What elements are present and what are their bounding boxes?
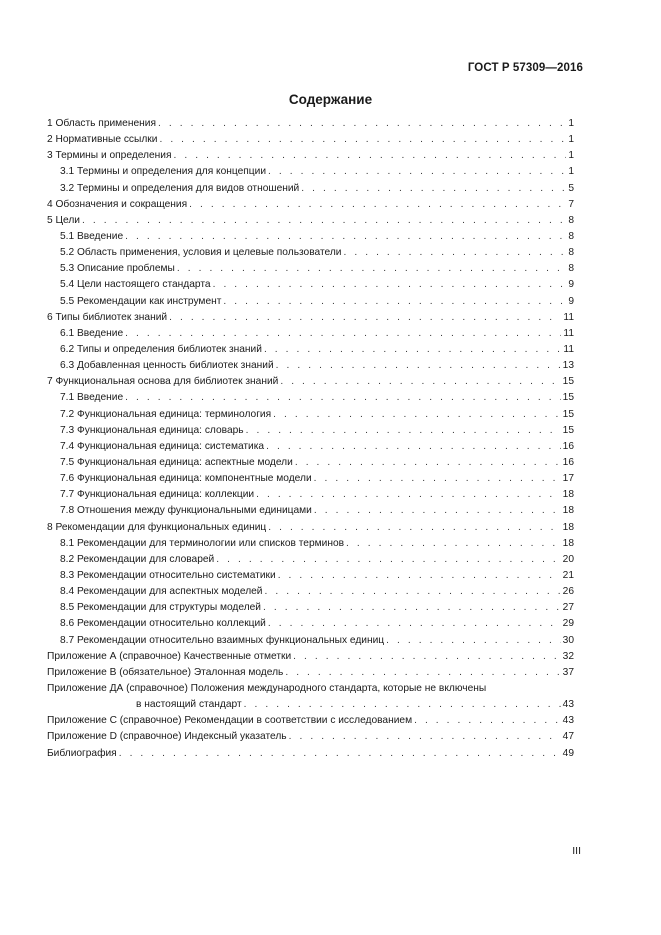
toc-leader-dots [159, 134, 566, 145]
toc-entry[interactable] [47, 522, 574, 538]
toc-entry-text: 8.5 Рекомендации для структуры моделей [60, 602, 262, 614]
toc-entry-text: 6 Типы библиотек знаний [47, 311, 168, 323]
toc-entry-text: 7.6 Функциональная единица: компонентные модели [60, 473, 312, 485]
toc-entry[interactable] [47, 279, 574, 295]
toc-page-number: 13 [562, 360, 574, 372]
toc-page-number: 15 [562, 392, 574, 404]
toc-page-number: 18 [562, 505, 574, 517]
toc-entry-text: 7.8 Отношения между функциональными единицами [60, 505, 312, 517]
toc-leader-dots [285, 667, 560, 678]
toc-entry[interactable] [47, 263, 574, 279]
toc-entry-text: 8 Рекомендации для функциональных единиц [47, 521, 267, 533]
toc-entry[interactable] [47, 150, 574, 166]
toc-leader-dots [125, 392, 561, 403]
toc-entry-text: 8.2 Рекомендации для словарей [60, 553, 215, 565]
toc-leader-dots [265, 586, 561, 597]
toc-entry[interactable] [47, 489, 574, 505]
toc-leader-dots [125, 231, 566, 242]
toc-entry[interactable] [47, 392, 574, 408]
toc-entry-text: 3 Термины и определения [47, 150, 172, 162]
toc-page-number: 49 [562, 747, 574, 759]
toc-page-number: 11 [563, 343, 574, 355]
toc-page-number: 7 [568, 198, 574, 210]
toc-leader-dots [273, 409, 561, 420]
toc-leader-dots [289, 731, 561, 742]
toc-page-number: 8 [568, 247, 574, 259]
toc-leader-dots [158, 118, 566, 129]
toc-entry[interactable] [47, 183, 574, 199]
toc-leader-dots [216, 554, 560, 565]
toc-entry[interactable] [47, 570, 574, 586]
toc-entry[interactable] [47, 328, 574, 344]
toc-page-number: 18 [562, 537, 574, 549]
table-of-contents [47, 118, 574, 764]
toc-entry-text: Приложение А (справочное) Качественные отметки [47, 650, 292, 662]
toc-entry[interactable] [47, 376, 574, 392]
toc-page-number: 1 [568, 118, 574, 129]
toc-page-number: 1 [568, 134, 574, 146]
toc-page-number: 47 [562, 731, 574, 743]
toc-leader-dots [246, 425, 561, 436]
toc-leader-dots [314, 505, 561, 516]
toc-page-number: 1 [568, 150, 574, 162]
toc-entry[interactable] [47, 231, 574, 247]
toc-leader-dots [263, 602, 561, 613]
toc-entry-text: 7 Функциональная основа для библиотек знаний [47, 376, 279, 388]
toc-leader-dots [268, 618, 561, 629]
toc-entry[interactable] [47, 667, 574, 683]
toc-entry[interactable] [47, 635, 574, 651]
toc-page-number: 26 [562, 586, 574, 598]
toc-entry-text: 5 Цели [47, 214, 80, 226]
toc-page-number: 8 [568, 230, 574, 242]
toc-entry-text: 7.5 Функциональная единица: аспектные модели [60, 456, 293, 468]
toc-leader-dots [343, 247, 566, 258]
toc-entry[interactable] [47, 134, 574, 150]
toc-page-number: 8 [568, 263, 574, 275]
toc-entry-text: Приложение D (справочное) Индексный указатель [47, 731, 287, 743]
toc-page-number: 15 [562, 408, 574, 420]
toc-entry[interactable] [47, 247, 574, 263]
toc-leader-dots [268, 522, 560, 533]
toc-entry[interactable] [47, 473, 574, 489]
toc-entry[interactable] [47, 748, 574, 764]
toc-entry-text: 5.3 Описание проблемы [60, 263, 175, 275]
toc-entry-text: 8.4 Рекомендации для аспектных моделей [60, 586, 263, 598]
toc-entry[interactable] [47, 425, 574, 441]
toc-leader-dots [293, 651, 560, 662]
toc-leader-dots [301, 183, 566, 194]
toc-page-number: 17 [562, 473, 574, 485]
toc-entry-text: 6.3 Добавленная ценность библиотек знаний [60, 360, 274, 372]
toc-entry-text: 8.7 Рекомендации относительно взаимных функциональных единиц [60, 634, 385, 646]
toc-entry[interactable] [47, 344, 574, 360]
toc-entry[interactable] [47, 312, 574, 328]
toc-entry-text: 8.6 Рекомендации относительно коллекций [60, 618, 266, 630]
toc-leader-dots [276, 360, 561, 371]
toc-entry-text: 4 Обозначения и сокращения [47, 198, 188, 210]
toc-page-number: 15 [562, 376, 574, 388]
toc-leader-dots [177, 263, 566, 274]
document-header: ГОСТ Р 57309—2016 [467, 62, 583, 74]
toc-leader-dots [213, 279, 567, 290]
toc-entry-text: 7.4 Функциональная единица: систематика [60, 440, 265, 452]
toc-entry-text: 7.3 Функциональная единица: словарь [60, 424, 244, 436]
toc-page-number: 21 [562, 569, 574, 581]
toc-entry[interactable] [47, 586, 574, 602]
toc-entry-text: 1 Область применения [47, 118, 156, 129]
toc-page-number: 18 [562, 489, 574, 501]
toc-entry-text: Приложение В (обязательное) Эталонная модель [47, 666, 284, 678]
toc-entry-text: 8.3 Рекомендации относительно систематики [60, 569, 276, 581]
toc-leader-dots [314, 473, 561, 484]
toc-entry[interactable] [47, 457, 574, 473]
toc-entry[interactable] [47, 118, 574, 134]
toc-page-number: 43 [562, 699, 574, 711]
toc-page-number: 9 [568, 295, 574, 307]
toc-page-number: 16 [562, 440, 574, 452]
toc-leader-dots [244, 699, 561, 710]
toc-entry-text-continued: в настоящий стандарт [136, 699, 242, 711]
toc-page-number: 9 [568, 279, 574, 291]
toc-page-number: 18 [562, 521, 574, 533]
toc-entry[interactable] [47, 554, 574, 570]
toc-page-number: 37 [562, 666, 574, 678]
toc-entry-text: 7.1 Введение [60, 392, 124, 404]
toc-leader-dots [173, 150, 566, 161]
toc-page-number: 11 [563, 311, 574, 323]
toc-entry-text: 5.5 Рекомендации как инструмент [60, 295, 222, 307]
toc-entry-text: 5.4 Цели настоящего стандарта [60, 279, 211, 291]
toc-entry-text: 3.1 Термины и определения для концепции [60, 166, 267, 178]
toc-entry-text: 3.2 Термины и определения для видов отношений [60, 182, 300, 194]
toc-page-number: 30 [562, 634, 574, 646]
toc-entry[interactable] [47, 618, 574, 634]
toc-entry[interactable] [47, 166, 574, 182]
toc-page-number: 29 [562, 618, 574, 630]
toc-page-number: 20 [562, 553, 574, 565]
toc-entry[interactable] [47, 602, 574, 618]
toc-entry[interactable] [47, 441, 574, 457]
toc-leader-dots [268, 166, 566, 177]
toc-leader-dots [125, 328, 561, 339]
toc-entry[interactable] [47, 683, 574, 715]
toc-page-number: 8 [568, 214, 574, 226]
toc-leader-dots [169, 312, 561, 323]
toc-entry[interactable] [47, 538, 574, 554]
toc-entry-text: 7.7 Функциональная единица: коллекции [60, 489, 255, 501]
toc-entry[interactable] [47, 296, 574, 312]
toc-entry-text: Приложение С (справочное) Рекомендации в соответствии с исследованием [47, 715, 413, 727]
toc-entry-text: 2 Нормативные ссылки [47, 134, 158, 146]
toc-leader-dots [295, 457, 561, 468]
toc-leader-dots [82, 215, 566, 226]
toc-entry-text: Библиография [47, 747, 117, 759]
toc-page-number: 11 [563, 327, 574, 339]
toc-page-number: 5 [568, 182, 574, 194]
toc-leader-dots [386, 635, 561, 646]
toc-page-number: 1 [568, 166, 574, 178]
toc-entry-text: 7.2 Функциональная единица: терминология [60, 408, 272, 420]
toc-leader-dots [278, 570, 561, 581]
toc-leader-dots [266, 441, 561, 452]
toc-page-number: 15 [562, 424, 574, 436]
toc-entry-text: Приложение ДА (справочное) Положения международного стандарта, которые не включены [47, 682, 487, 694]
toc-leader-dots [189, 199, 566, 210]
toc-leader-dots [119, 748, 561, 759]
page-number: III [572, 845, 581, 857]
toc-leader-dots [264, 344, 561, 355]
toc-entry-text: 5.1 Введение [60, 230, 124, 242]
toc-leader-dots [256, 489, 561, 500]
toc-entry[interactable] [47, 199, 574, 215]
toc-entry-text: 8.1 Рекомендации для терминологии или списков терминов [60, 537, 345, 549]
toc-leader-dots [346, 538, 561, 549]
toc-entry-text: 6.2 Типы и определения библиотек знаний [60, 343, 262, 355]
toc-entry[interactable] [47, 409, 574, 425]
toc-entry-text: 6.1 Введение [60, 327, 124, 339]
toc-entry[interactable] [47, 360, 574, 376]
toc-entry[interactable] [47, 715, 574, 731]
toc-page-number: 32 [562, 650, 574, 662]
toc-page-number: 27 [562, 602, 574, 614]
toc-leader-dots [280, 376, 560, 387]
toc-leader-dots [223, 296, 566, 307]
toc-entry[interactable] [47, 215, 574, 231]
toc-entry-text: 5.2 Область применения, условия и целевые пользователи [60, 247, 342, 259]
toc-title: Содержание [288, 92, 373, 107]
toc-page-number: 43 [562, 715, 574, 727]
toc-page-number: 16 [562, 456, 574, 468]
toc-entry[interactable] [47, 505, 574, 521]
toc-entry[interactable] [47, 731, 574, 747]
toc-leader-dots [414, 715, 561, 726]
toc-entry[interactable] [47, 651, 574, 667]
